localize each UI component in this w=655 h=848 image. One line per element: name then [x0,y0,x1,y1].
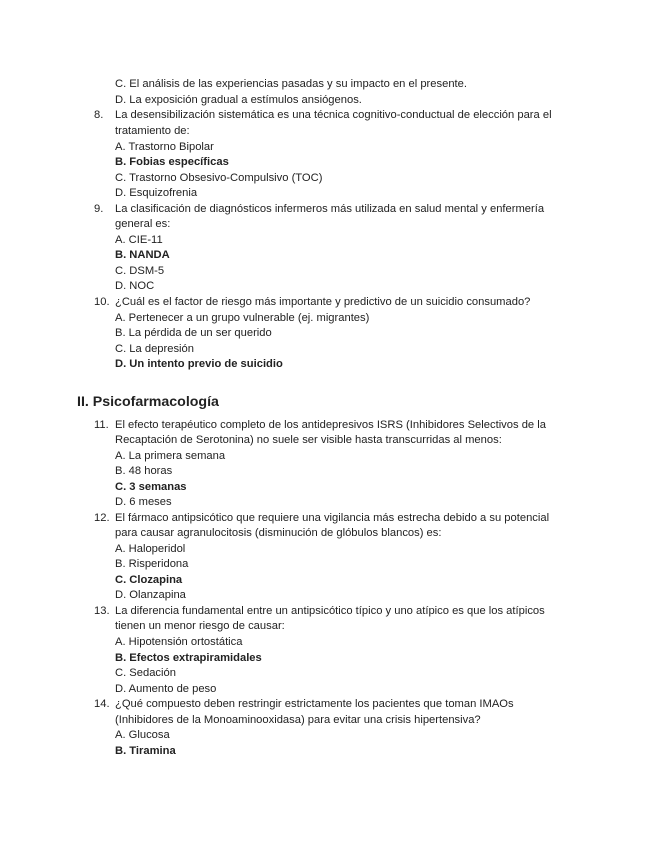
question-text: (Inhibidores de la Monoaminooxidasa) para evitar una crisis hipertensiva? [115,714,481,726]
question-text: La desensibilización sistemática es una técnica cognitivo-conductual de elección para el [115,109,552,121]
option-d: D. NOC [115,280,155,292]
option-a: A. Pertenecer a un grupo vulnerable (ej. migrantes) [115,312,370,324]
section-heading: II. Psicofarmacología [77,394,219,410]
question-text: El efecto terapéutico completo de los antidepresivos ISRS (Inhibidores Selectivos de la [115,419,546,431]
option-d: D. La exposición gradual a estímulos ansiógenos. [115,94,362,106]
option-c: C. DSM-5 [115,265,165,277]
question-text: La diferencia fundamental entre un antipsicótico típico y uno atípico es que los atípicos [115,605,545,617]
option-d: D. 6 meses [115,496,172,508]
question-number: 9. [94,203,104,215]
option-d: D. Olanzapina [115,589,186,601]
question-text: El fármaco antipsicótico que requiere una vigilancia más estrecha debido a su potencial [115,512,550,524]
correct-option: B. NANDA [115,249,170,261]
option-a: A. Hipotensión ortostática [115,636,243,648]
question-number: 13. [94,605,110,617]
correct-option: D. Un intento previo de suicidio [115,358,283,370]
question-text: para causar agranulocitosis (disminución de glóbulos blancos) es: [115,527,442,539]
question-number: 14. [94,698,110,710]
option-a: A. Glucosa [115,729,170,741]
question-text: tratamiento de: [115,125,190,137]
question-number: 10. [94,296,110,308]
question-number: 8. [94,109,104,121]
question-text: tienen un menor riesgo de causar: [115,620,285,632]
option-c: C. Sedación [115,667,176,679]
question-number: 12. [94,512,110,524]
question-text: ¿Cuál es el factor de riesgo más importante y predictivo de un suicidio consumado? [115,296,531,308]
option-a: A. CIE-11 [115,234,163,246]
option-c: C. La depresión [115,343,194,355]
option-c: C. Trastorno Obsesivo-Compulsivo (TOC) [115,172,323,184]
option-b: B. La pérdida de un ser querido [115,327,272,339]
option-a: A. Haloperidol [115,543,186,555]
correct-option: C. Clozapina [115,574,183,586]
question-text: Recaptación de Serotonina) no suele ser visible hasta transcurridas al menos: [115,434,502,446]
option-b: B. 48 horas [115,465,173,477]
correct-option: C. 3 semanas [115,481,187,493]
option-d: D. Esquizofrenia [115,187,198,199]
correct-option: B. Tiramina [115,745,176,757]
question-text: La clasificación de diagnósticos infermeros más utilizada en salud mental y enfermería [115,203,545,215]
option-a: A. La primera semana [115,450,226,462]
correct-option: B. Fobias específicas [115,156,229,168]
option-a: A. Trastorno Bipolar [115,141,214,153]
option-d: D. Aumento de peso [115,683,217,695]
correct-option: B. Efectos extrapiramidales [115,652,262,664]
option-b: B. Risperidona [115,558,189,570]
question-number: 11. [94,419,109,431]
question-text: ¿Qué compuesto deben restringir estrictamente los pacientes que toman IMAOs [115,698,514,710]
option-c: C. El análisis de las experiencias pasadas y su impacto en el presente. [115,78,467,90]
question-text: general es: [115,218,171,230]
